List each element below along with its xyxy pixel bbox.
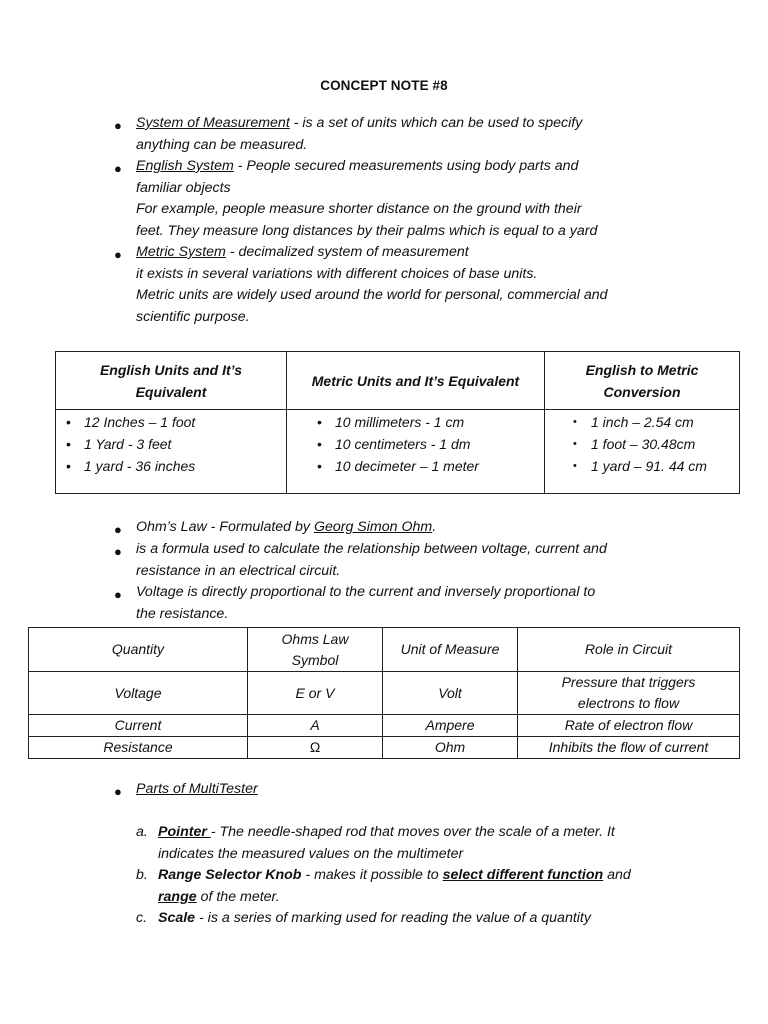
ohms-text: the resistance. bbox=[136, 605, 229, 622]
cell-symbol: A bbox=[248, 715, 383, 737]
definition-english-system bbox=[136, 156, 597, 242]
ohms-text: Voltage is directly proportional to the current and inversely proportional to bbox=[136, 584, 596, 600]
part-range-selector bbox=[158, 865, 631, 908]
list-item: • 12 Inches – 1 foot bbox=[62, 411, 280, 433]
definition-text: - is a series of marking used for reading the value of a quantity bbox=[195, 910, 591, 926]
emphasis-text: select different function bbox=[442, 867, 604, 883]
definition-text: of the meter. bbox=[196, 888, 280, 905]
ohms-text: . bbox=[432, 519, 437, 535]
emphasis-text: range bbox=[158, 888, 197, 905]
term-english-system: English System bbox=[136, 158, 234, 174]
cell-quantity: Voltage bbox=[29, 672, 248, 715]
definition-metric-system bbox=[136, 242, 608, 328]
table-row bbox=[29, 737, 740, 759]
cell-role: Rate of electron flow bbox=[518, 715, 740, 737]
ohms-law-table bbox=[28, 627, 740, 759]
header-quantity: Quantity bbox=[29, 628, 248, 672]
multitester-heading bbox=[136, 779, 258, 801]
definition-text: - decimalized system of measurement bbox=[225, 244, 469, 260]
cell-role: Inhibits the flow of current bbox=[518, 737, 740, 759]
bullet-icon: ● bbox=[114, 161, 122, 176]
header-conversion bbox=[545, 352, 740, 410]
definition-text: - makes it possible to bbox=[301, 867, 443, 883]
cell-quantity: Current bbox=[29, 715, 248, 737]
georg-simon-ohm-name: Georg Simon Ohm bbox=[313, 519, 433, 535]
bullet-icon: ● bbox=[114, 118, 122, 133]
term-metric-system: Metric System bbox=[136, 244, 226, 260]
table-header-row bbox=[29, 628, 740, 672]
cell-symbol: E or V bbox=[248, 672, 383, 715]
ohms-text: resistance in an electrical circuit. bbox=[136, 562, 341, 579]
term-range-selector-knob: Range Selector Knob bbox=[158, 867, 302, 883]
table-row bbox=[29, 672, 740, 715]
cell-unit: Ampere bbox=[383, 715, 518, 737]
ohms-text: is a formula used to calculate the relationship between voltage, current and bbox=[136, 541, 607, 557]
definition-text: it exists in several variations with different choices of base units. bbox=[136, 265, 538, 282]
list-item: • 1 Yard - 3 feet bbox=[62, 433, 280, 455]
ohms-law-definition bbox=[136, 539, 607, 582]
bullet-icon: ● bbox=[114, 247, 122, 262]
list-item: • 1 yard – 91. 44 cm bbox=[569, 455, 733, 477]
ohms-law-formulator bbox=[136, 517, 436, 539]
english-units-cell bbox=[56, 410, 287, 494]
list-item: • 10 decimeter – 1 meter bbox=[313, 455, 538, 477]
header-metric-units: Metric Units and It’s Equivalent bbox=[287, 352, 545, 410]
table-row bbox=[29, 715, 740, 737]
definition-text: and bbox=[603, 867, 631, 883]
part-pointer bbox=[158, 822, 615, 865]
header-text: Ohms Law bbox=[281, 630, 349, 647]
term-system-of-measurement: System of Measurement bbox=[136, 115, 290, 131]
role-text: electrons to flow bbox=[577, 695, 680, 711]
list-item: • 1 foot – 30.48cm bbox=[569, 433, 733, 455]
page-title: CONCEPT NOTE #8 bbox=[320, 78, 448, 93]
definition-text: scientific purpose. bbox=[136, 308, 250, 325]
heading-text: Parts of MultiTester bbox=[136, 781, 258, 797]
header-role: Role in Circuit bbox=[518, 628, 740, 672]
cell-unit: Ohm bbox=[383, 737, 518, 759]
cell-unit: Volt bbox=[383, 672, 518, 715]
definition-text: - is a set of units which can be used to specify bbox=[289, 115, 583, 131]
conversion-cell bbox=[545, 410, 740, 494]
marker-b: b. bbox=[136, 867, 148, 883]
term-scale: Scale bbox=[158, 910, 196, 926]
header-text: Conversion bbox=[603, 383, 681, 400]
term-pointer: Pointer bbox=[158, 824, 211, 840]
list-item: • 1 yard - 36 inches bbox=[62, 455, 280, 477]
header-symbol bbox=[248, 628, 383, 672]
bullet-icon: ● bbox=[114, 522, 122, 537]
definition-text: - The needle-shaped rod that moves over the scale of a meter. It bbox=[210, 824, 615, 840]
header-text: Symbol bbox=[291, 651, 339, 668]
header-english-units bbox=[56, 352, 287, 410]
ohms-text: Ohm’s Law - Formulated by bbox=[136, 519, 314, 535]
definition-system-of-measurement bbox=[136, 113, 582, 156]
definition-text: - People secured measurements using body parts and bbox=[233, 158, 579, 174]
definition-text: familiar objects bbox=[136, 179, 231, 196]
header-text: Equivalent bbox=[135, 383, 207, 400]
bullet-icon: ● bbox=[114, 544, 122, 559]
part-scale bbox=[158, 908, 591, 930]
list-item: • 1 inch – 2.54 cm bbox=[569, 411, 733, 433]
definition-text: indicates the measured values on the multimeter bbox=[158, 845, 464, 862]
cell-quantity: Resistance bbox=[29, 737, 248, 759]
cell-symbol: Ω bbox=[248, 737, 383, 759]
marker-c: c. bbox=[136, 910, 148, 926]
definition-text: Metric units are widely used around the world for personal, commercial and bbox=[136, 287, 608, 304]
list-item: • 10 centimeters - 1 dm bbox=[313, 433, 538, 455]
ohms-law-proportionality bbox=[136, 582, 595, 625]
cell-role bbox=[518, 672, 740, 715]
list-item: • 10 millimeters - 1 cm bbox=[313, 411, 538, 433]
example-text: feet. They measure long distances by their palms which is equal to a yard bbox=[136, 222, 598, 239]
marker-a: a. bbox=[136, 824, 148, 840]
definition-text: anything can be measured. bbox=[136, 136, 308, 153]
bullet-icon: ● bbox=[114, 587, 122, 602]
bullet-icon: ● bbox=[114, 784, 122, 799]
header-text: English to Metric bbox=[585, 361, 699, 378]
metric-units-cell bbox=[287, 410, 545, 494]
example-text: For example, people measure shorter distance on the ground with their bbox=[136, 201, 582, 218]
units-table bbox=[55, 351, 740, 494]
role-text: Pressure that triggers bbox=[561, 674, 696, 690]
header-text: English Units and It’s bbox=[99, 361, 243, 378]
header-unit: Unit of Measure bbox=[383, 628, 518, 672]
